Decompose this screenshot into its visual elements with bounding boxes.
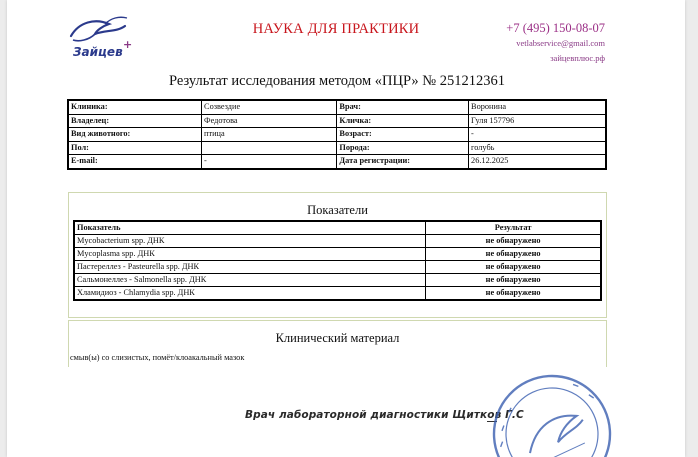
info-value: 26.12.2025 <box>469 155 606 169</box>
table-row <box>74 248 601 261</box>
doctor-signature: Врач лабораторной диагностики Щитков Г.С <box>245 409 524 421</box>
clinical-material-text: смыв(ы) со слизистых, помёт/клоакальный мазок <box>70 353 245 362</box>
indicator-result: не обнаружено <box>426 274 601 287</box>
info-label: E-mail: <box>68 155 202 169</box>
indicator-result: не обнаружено <box>426 287 601 301</box>
indicator-name: Mycoplasma spp. ДНК <box>74 248 426 261</box>
email-address: vetlabservice@gmail.com <box>516 38 605 48</box>
info-label: Пол: <box>68 141 202 155</box>
info-label: Владелец: <box>68 114 202 128</box>
indicator-name: Пастереллез - Pasteurella spp. ДНК <box>74 261 426 274</box>
indicators-title: Показатели <box>307 203 368 217</box>
info-label: Кличка: <box>337 114 469 128</box>
info-value: - <box>202 155 337 169</box>
clinical-material-panel <box>68 320 607 367</box>
info-label: Вид животного: <box>68 128 202 142</box>
results-table <box>73 220 602 301</box>
column-header-result: Результат <box>426 221 601 235</box>
info-row <box>68 141 606 155</box>
table-row <box>74 287 601 301</box>
info-row <box>68 128 606 142</box>
indicator-result: не обнаружено <box>426 235 601 248</box>
logo-wordmark: Зайцев <box>73 45 123 59</box>
indicator-result: не обнаружено <box>426 261 601 274</box>
website: зайцевплюс.рф <box>550 53 605 63</box>
info-value: Гуля 157796 <box>469 114 606 128</box>
column-header-indicator: Показатель <box>74 221 426 235</box>
info-label: Дата регистрации: <box>337 155 469 169</box>
info-value: птица <box>202 128 337 142</box>
indicator-name: Mycobacterium spp. ДНК <box>74 235 426 248</box>
info-row <box>68 114 606 128</box>
info-value: Федотова <box>202 114 337 128</box>
indicator-name: Хламидиоз - Chlamydia spp. ДНК <box>74 287 426 301</box>
info-label: Клиника: <box>68 100 202 114</box>
info-label: Порода: <box>337 141 469 155</box>
brand-slogan: НАУКА ДЛЯ ПРАКТИКИ <box>252 21 420 37</box>
patient-info-table <box>67 99 607 170</box>
info-value: голубь <box>469 141 606 155</box>
clinical-material-title: Клинический материал <box>275 331 400 345</box>
zaitsev-logo <box>65 14 139 62</box>
indicators-panel <box>68 192 607 318</box>
table-row <box>74 261 601 274</box>
info-label: Возраст: <box>337 128 469 142</box>
contacts-block <box>506 20 605 66</box>
lab-stamp-icon <box>472 362 622 457</box>
document-page <box>7 0 685 457</box>
table-row <box>74 274 601 287</box>
info-value <box>202 141 337 155</box>
table-row <box>74 235 601 248</box>
info-label: Врач: <box>337 100 469 114</box>
indicator-name: Сальмонеллез - Salmonella spp. ДНК <box>74 274 426 287</box>
info-value: Созвездие <box>202 100 337 114</box>
info-value: - <box>469 128 606 142</box>
info-row <box>68 155 606 169</box>
info-value: Воронина <box>469 100 606 114</box>
results-header-row <box>74 221 601 235</box>
document-title: Результат исследования методом «ПЦР» № 251212361 <box>169 73 505 89</box>
indicator-result: не обнаружено <box>426 248 601 261</box>
svg-text:+: + <box>123 38 133 51</box>
info-row <box>68 100 606 114</box>
phone-number: +7 (495) 150-08-07 <box>506 21 605 35</box>
